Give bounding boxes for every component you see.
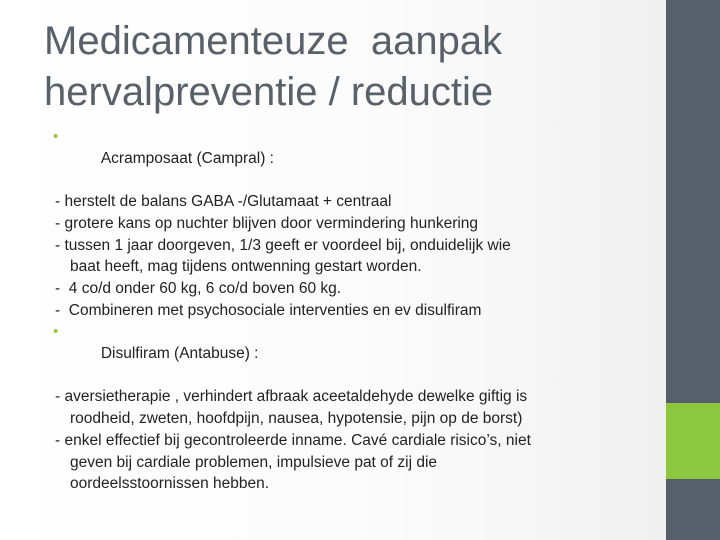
sub-item: - herstelt de balans GABA -/Glutamaat + centraal — [55, 193, 392, 211]
bullet-icon: • — [53, 128, 59, 145]
bullet-item-disulfiram — [49, 321, 650, 386]
sub-item: - tussen 1 jaar doorgeven, 1/3 geeft er voordeel bij, onduidelijk wie — [55, 236, 511, 254]
side-accent-bar — [666, 403, 720, 479]
bullet-item-acramposaat — [49, 126, 650, 191]
bullet-text: Acramposaat (Campral) : — [100, 149, 274, 167]
bullet-icon: • — [53, 323, 59, 341]
sub-item: - grotere kans op nuchter blijven door vermindering hunkering — [55, 214, 479, 232]
sub-item-continuation: geven bij cardiale problemen, impulsieve pat of zij die — [70, 453, 438, 471]
sub-item: - Combineren met psychosociale interventies en ev disulfiram — [55, 301, 482, 319]
sub-item-continuation: oordeelsstoornissen hebben. — [70, 475, 270, 493]
bullet-text: Disulfiram (Antabuse) : — [100, 345, 259, 363]
slide-title: Medicamenteuze aanpak hervalpreventie / reductie — [44, 19, 503, 114]
sub-item: - 4 co/d onder 60 kg, 6 co/d boven 60 kg. — [55, 279, 342, 297]
sub-item: - enkel effectief bij gecontroleerde inname. Cavé cardiale risico’s, niet — [55, 431, 531, 449]
sub-item-continuation: roodheid, zweten, hoofdpijn, nausea, hypotensie, pijn op de borst) — [70, 410, 523, 428]
slide-body — [50, 126, 650, 495]
sub-item: - aversietherapie , verhindert afbraak aceetaldehyde dewelke giftig is — [55, 388, 528, 406]
sub-item-continuation: baat heeft, mag tijdens ontwenning gestart worden. — [70, 258, 422, 276]
